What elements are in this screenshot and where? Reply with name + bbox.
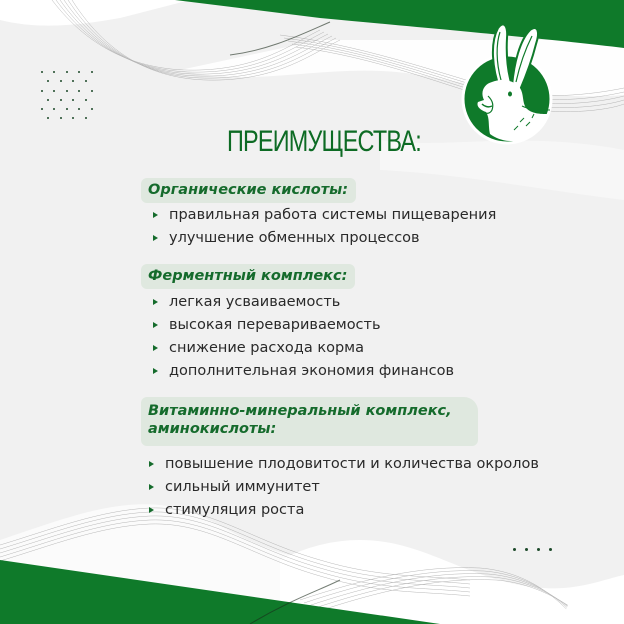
list-item: дополнительная экономия финансов <box>153 360 454 383</box>
triangle-bullet-icon <box>149 507 154 513</box>
dot-grid-decoration <box>40 70 96 122</box>
organic-acids-list <box>153 204 496 250</box>
triangle-bullet-icon <box>153 235 158 241</box>
list-item: правильная работа системы пищеварения <box>153 204 496 227</box>
triangle-bullet-icon <box>153 212 158 218</box>
dot-row-decoration <box>513 548 552 551</box>
list-item: улучшение обменных процессов <box>153 227 496 250</box>
triangle-bullet-icon <box>153 299 158 305</box>
triangle-bullet-icon <box>153 345 158 351</box>
dot-icon <box>549 548 552 551</box>
list-item: сильный иммунитет <box>149 476 539 499</box>
list-item: высокая перевариваемость <box>153 314 454 337</box>
dot-icon <box>513 548 516 551</box>
dot-icon <box>537 548 540 551</box>
dot-icon <box>525 548 528 551</box>
vitamin-mineral-list <box>149 453 539 522</box>
list-item: легкая усваиваемость <box>153 291 454 314</box>
triangle-bullet-icon <box>153 368 158 374</box>
list-item: стимуляция роста <box>149 499 539 522</box>
section-label-organic-acids: Органические кислоты: <box>141 178 356 203</box>
list-item: снижение расхода корма <box>153 337 454 360</box>
triangle-bullet-icon <box>149 461 154 467</box>
enzyme-complex-list <box>153 291 454 383</box>
rabbit-icon <box>460 18 554 146</box>
section-label-vitamin-mineral-complex: Витаминно-минеральный комплекс, аминокислоты: <box>141 397 478 446</box>
section-label-enzyme-complex: Ферментный комплекс: <box>141 264 355 289</box>
page-title: ПРЕИМУЩЕСТВА: <box>227 125 421 158</box>
triangle-bullet-icon <box>153 322 158 328</box>
triangle-bullet-icon <box>149 484 154 490</box>
list-item: повышение плодовитости и количества окролов <box>149 453 539 476</box>
